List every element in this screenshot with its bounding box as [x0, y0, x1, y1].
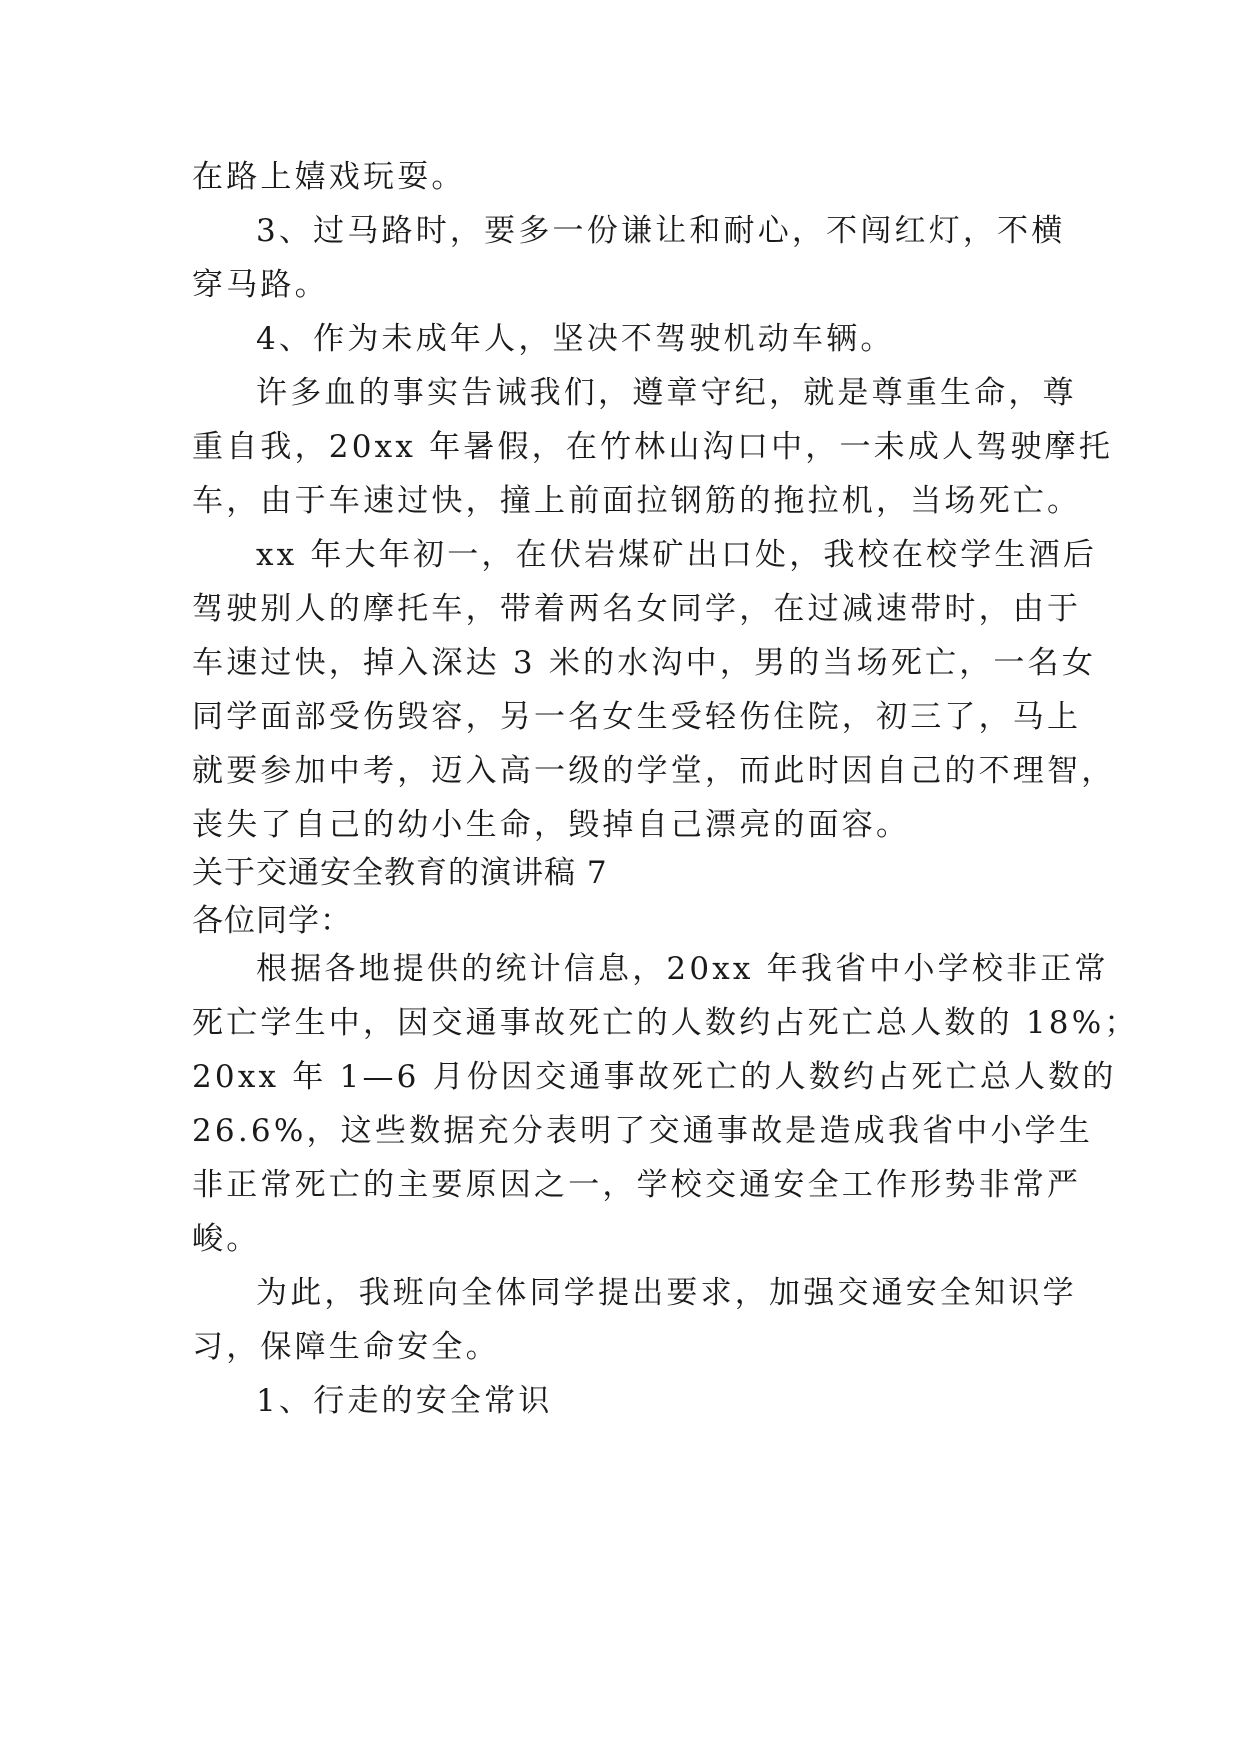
- text-line: xx 年大年初一，在伏岩煤矿出口处，我校在校学生酒后: [256, 537, 1098, 573]
- text-line: 驾驶别人的摩托车，带着两名女同学，在过减速带时，由于: [192, 591, 1082, 627]
- text-line: 非正常死亡的主要原因之一，学校交通安全工作形势非常严: [192, 1167, 1082, 1203]
- text-line: 同学面部受伤毁容，另一名女生受轻伤住院，初三了，马上: [192, 699, 1082, 735]
- text-line: 车速过快，掉入深达 3 米的水沟中，男的当场死亡，一名女: [192, 645, 1097, 681]
- text-line: 根据各地提供的统计信息，20xx 年我省中小学校非正常: [256, 951, 1109, 987]
- text-line: 许多血的事实告诫我们，遵章守纪，就是尊重生命，尊: [256, 375, 1077, 411]
- text-line: 3、过马路时，要多一份谦让和耐心，不闯红灯，不横: [256, 213, 1066, 249]
- text-line: 为此，我班向全体同学提出要求，加强交通安全知识学: [256, 1275, 1077, 1311]
- text-line: 在路上嬉戏玩耍。: [192, 159, 466, 195]
- text-line: 丧失了自己的幼小生命，毁掉自己漂亮的面容。: [192, 807, 911, 843]
- text-line: 穿马路。: [192, 267, 329, 303]
- text-line: 20xx 年 1—6 月份因交通事故死亡的人数约占死亡总人数的: [192, 1059, 1117, 1095]
- salutation: 各位同学：: [192, 903, 352, 939]
- text-line: 习，保障生命安全。: [192, 1329, 500, 1365]
- text-line: 死亡学生中，因交通事故死亡的人数约占死亡总人数的 18%；: [192, 1005, 1139, 1041]
- text-line: 峻。: [192, 1221, 261, 1257]
- text-line: 车，由于车速过快，撞上前面拉钢筋的拖拉机，当场死亡。: [192, 483, 1082, 519]
- text-line: 26.6%，这些数据充分表明了交通事故是造成我省中小学生: [192, 1113, 1094, 1149]
- section-heading: 关于交通安全教育的演讲稿 7: [192, 855, 608, 891]
- text-line: 1、行走的安全常识: [256, 1383, 553, 1419]
- text-line: 重自我，20xx 年暑假，在竹林山沟口中，一未成人驾驶摩托: [192, 429, 1114, 465]
- text-line: 4、作为未成年人，坚决不驾驶机动车辆。: [256, 321, 895, 357]
- text-line: 就要参加中考，迈入高一级的学堂，而此时因自己的不理智，: [192, 753, 1116, 789]
